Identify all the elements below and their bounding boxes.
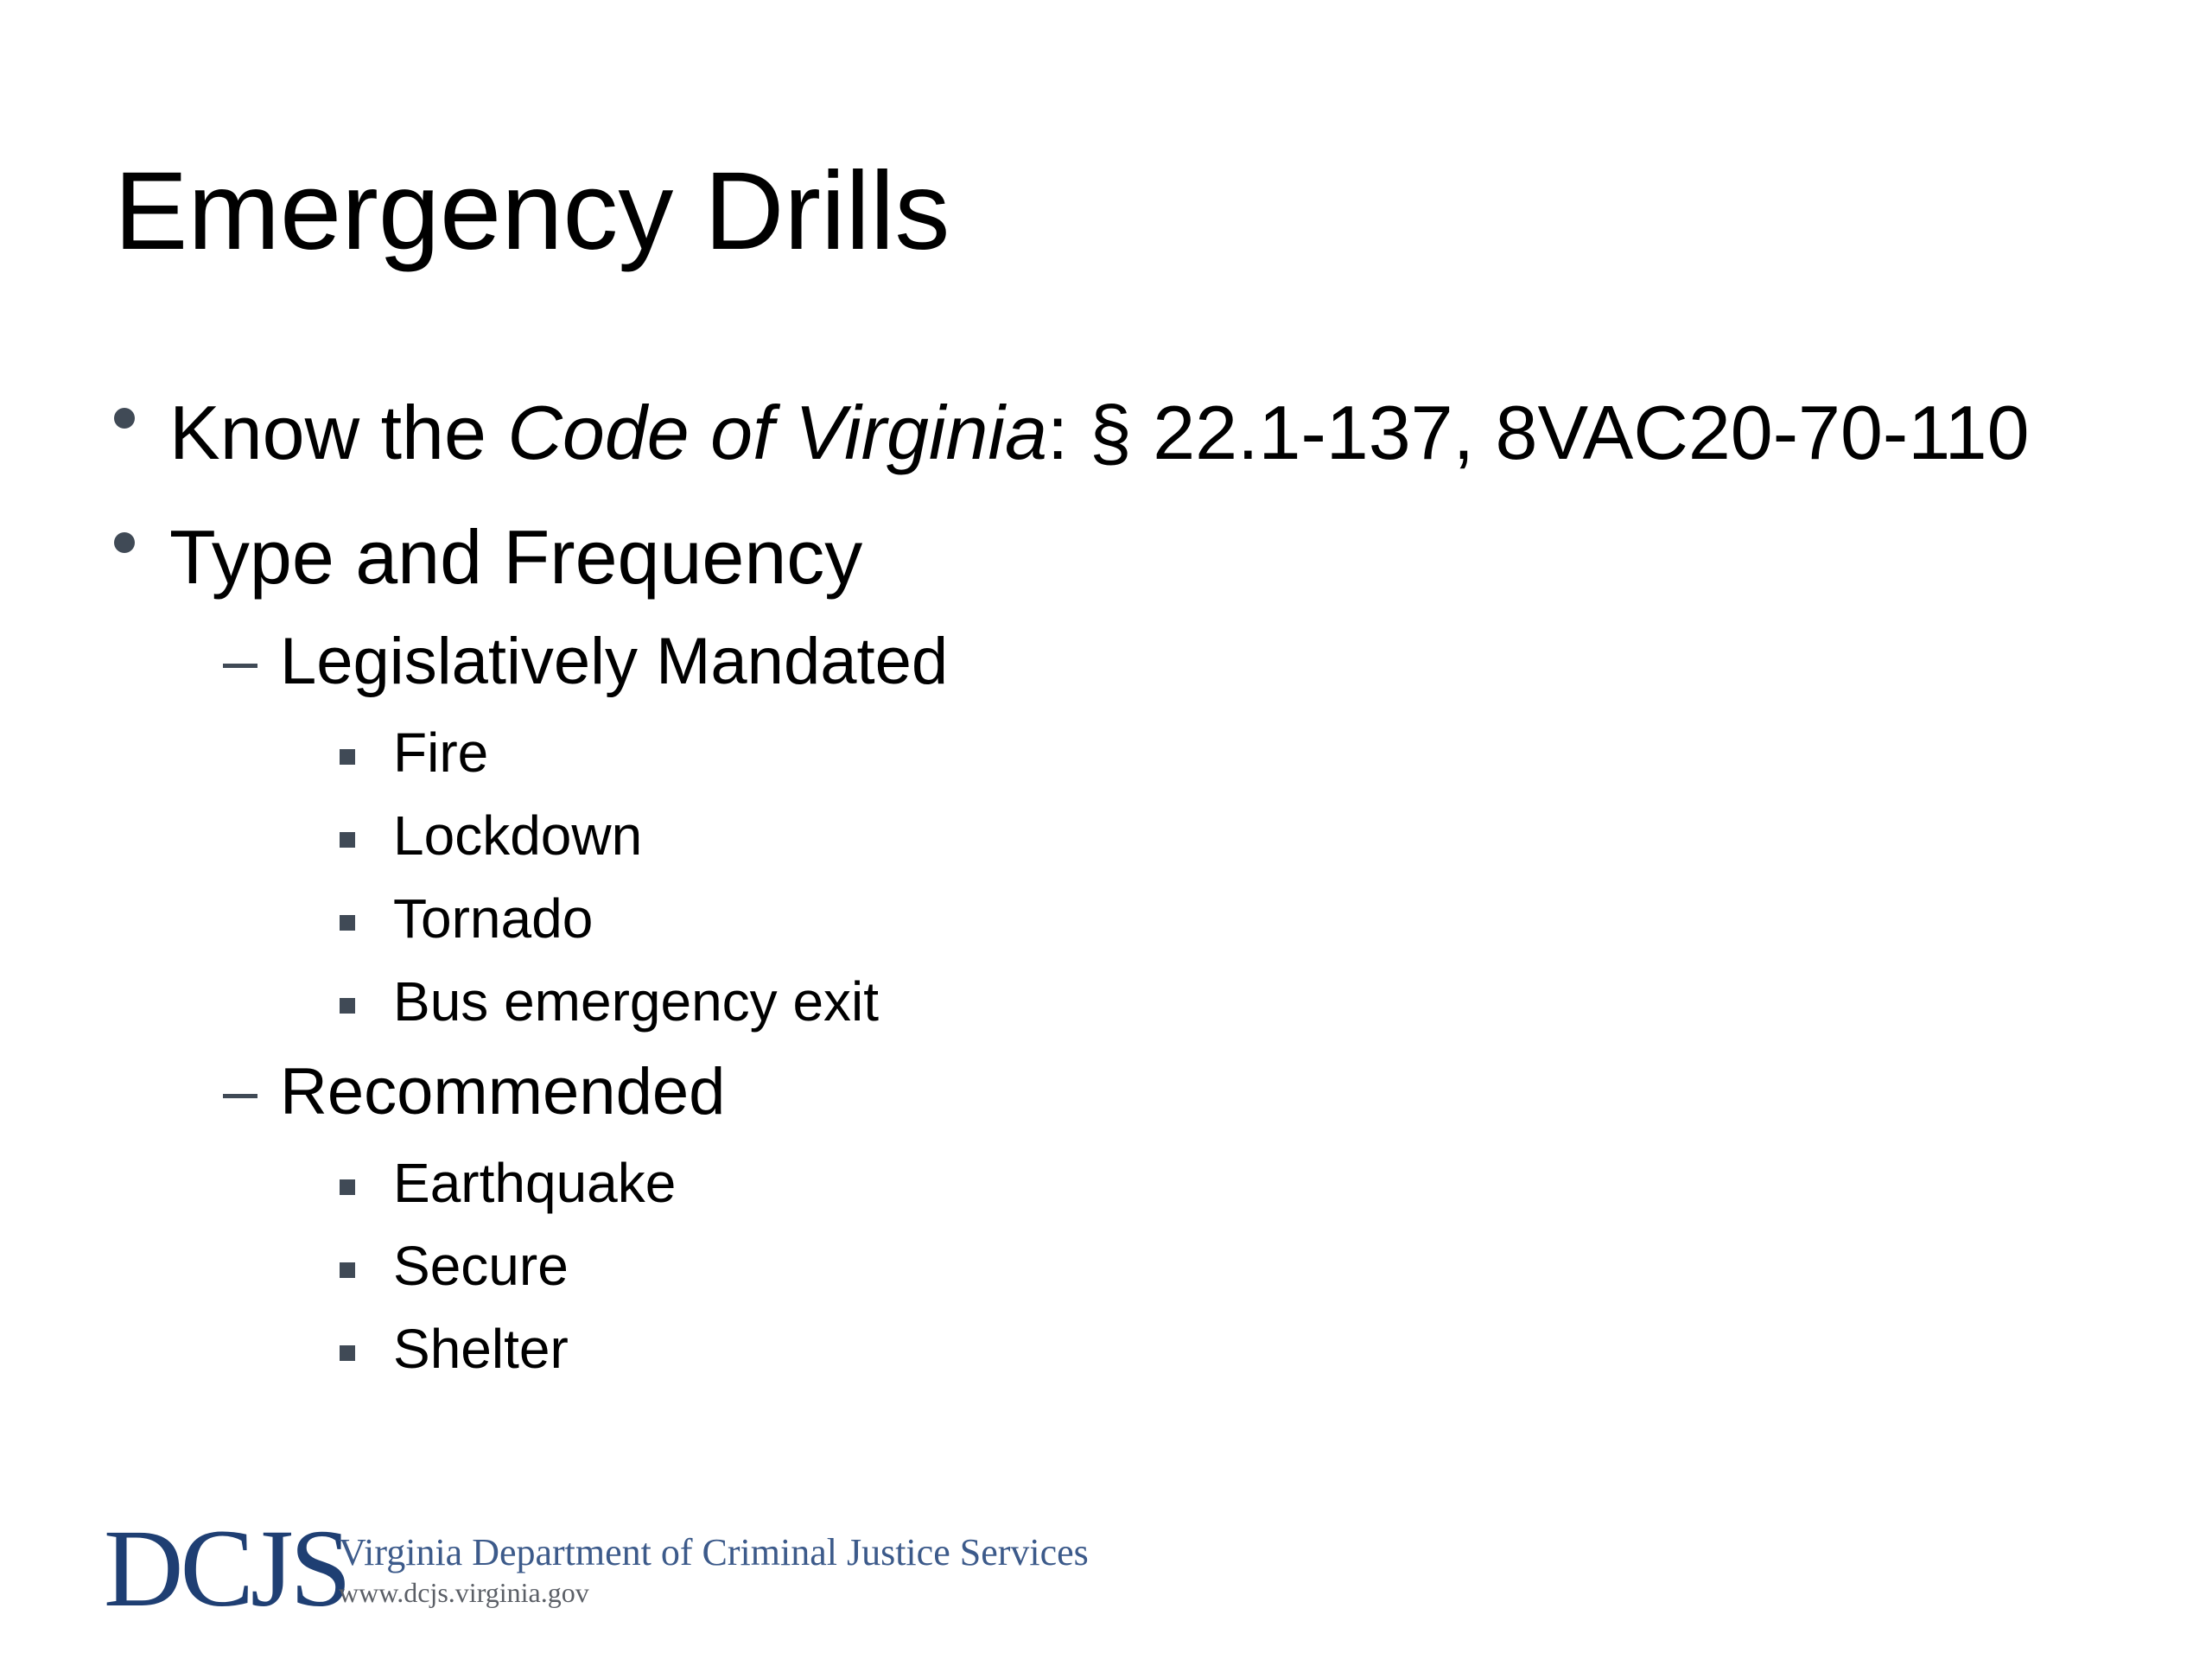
- list-item-text: Tornado: [393, 887, 594, 950]
- list-item-text: Shelter: [393, 1318, 569, 1380]
- sub-bullet-text: Legislatively Mandated: [280, 625, 949, 698]
- bullet-text: Type and Frequency: [169, 514, 863, 600]
- square-bullet-icon: [340, 749, 355, 765]
- list-item-text: Fire: [393, 721, 489, 784]
- organization-url: www.dcjs.virginia.gov: [339, 1577, 589, 1608]
- dash-icon: [223, 664, 257, 668]
- square-bullet-icon: [340, 1262, 355, 1278]
- bullet-text: Know the Code of Virginia: § 22.1-137, 8VAC20-70-110: [169, 390, 2030, 475]
- dash-icon: [223, 1094, 257, 1098]
- logo-mark: DCJS: [104, 1507, 348, 1630]
- square-bullet-icon: [340, 998, 355, 1014]
- square-bullet-icon: [340, 915, 355, 931]
- square-bullet-icon: [340, 1179, 355, 1195]
- bullet-dot-icon: [114, 408, 135, 429]
- bullet-dot-icon: [114, 532, 135, 553]
- list-item-text: Bus emergency exit: [393, 970, 880, 1033]
- organization-name: Virginia Department of Criminal Justice Services: [339, 1531, 1089, 1573]
- square-bullet-icon: [340, 1345, 355, 1361]
- dcjs-logo: [104, 1507, 1089, 1630]
- list-item-text: Lockdown: [393, 804, 643, 867]
- square-bullet-icon: [340, 832, 355, 848]
- slide-title: Emergency Drills: [114, 149, 950, 273]
- sub-bullet-text: Recommended: [280, 1055, 726, 1128]
- list-item-text: Secure: [393, 1235, 569, 1297]
- list-item-text: Earthquake: [393, 1152, 677, 1214]
